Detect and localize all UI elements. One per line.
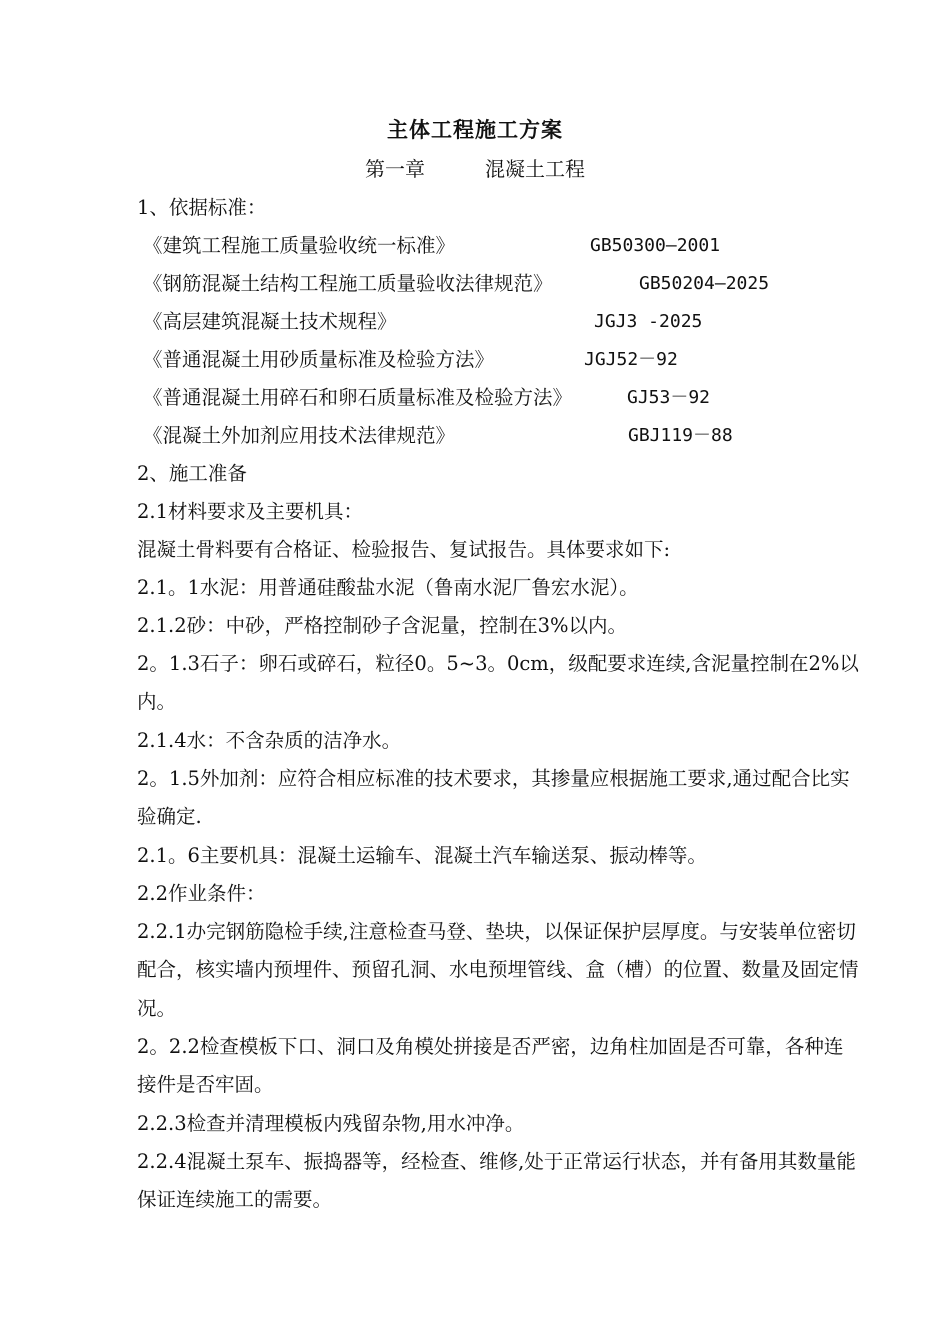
standard-code: JGJ52－92 <box>584 349 678 370</box>
standard-name: 《建筑工程施工质量验收统一标准》 <box>143 234 456 257</box>
chapter-number: 第一章 <box>365 157 425 181</box>
standard-name: 《普通混凝土用砂质量标准及检验方法》 <box>143 348 495 371</box>
page-title: 主体工程施工方案 <box>387 117 563 142</box>
paragraph: 2.2.4混凝土泵车、振捣器等，经检查、维修,处于正常运行状态，并有备用其数量能保证连续施工的需要。 <box>137 1150 856 1212</box>
subsection-heading: 2.2作业条件： <box>137 882 266 905</box>
paragraph: 2.1。6主要机具：混凝土运输车、混凝土汽车输送泵、振动棒等。 <box>137 844 707 867</box>
paragraph: 2.1.4水：不含杂质的洁净水。 <box>137 729 402 752</box>
standard-code: GJ53－92 <box>627 387 711 408</box>
standard-code: GB50204—2025 <box>639 273 770 294</box>
standard-code: GB50300—2001 <box>590 235 721 256</box>
standard-name: 《混凝土外加剂应用技术法律规范》 <box>143 424 456 447</box>
paragraph: 2.2.3检查并清理模板内残留杂物,用水冲净。 <box>137 1112 525 1135</box>
subsection-heading: 2.1材料要求及主要机具： <box>137 500 364 523</box>
standard-name: 《普通混凝土用碎石和卵石质量标准及检验方法》 <box>143 386 573 409</box>
standard-name: 《高层建筑混凝土技术规程》 <box>143 310 397 333</box>
paragraph: 2。2.2检查模板下口、洞口及角模处拼接是否严密，边角柱加固是否可靠，各种连接件是否牢固。 <box>137 1035 844 1097</box>
chapter-heading <box>0 153 950 182</box>
section-heading-preparation: 2、施工准备 <box>137 462 247 485</box>
paragraph: 混凝土骨料要有合格证、检验报告、复试报告。具体要求如下: <box>137 538 671 561</box>
paragraph: 2。1.3石子：卵石或碎石，粒径0。5~3。0cm，级配要求连续,含泥量控制在2%以内。 <box>137 652 859 714</box>
paragraph: 2.1。1水泥：用普通硅酸盐水泥（鲁南水泥厂鲁宏水泥）。 <box>137 576 639 599</box>
paragraph: 2.1.2砂：中砂，严格控制砂子含泥量，控制在3%以内。 <box>137 614 628 637</box>
standard-code: GBJ119－88 <box>628 425 733 446</box>
section-heading-standards: 1、依据标准： <box>137 196 267 219</box>
standard-code: JGJ3 -2025 <box>594 311 703 332</box>
paragraph: 2。1.5外加剂：应符合相应标准的技术要求，其掺量应根据施工要求,通过配合比实验确定. <box>137 767 850 829</box>
standard-name: 《钢筋混凝土结构工程施工质量验收法律规范》 <box>143 272 553 295</box>
chapter-name: 混凝土工程 <box>485 157 585 181</box>
paragraph: 2.2.1办完钢筋隐检手续,注意检查马登、垫块，以保证保护层厚度。与安装单位密切配合，核实墙内预埋件、预留孔洞、水电预埋管线、盒（槽）的位置、数量及固定情况。 <box>137 920 859 1020</box>
